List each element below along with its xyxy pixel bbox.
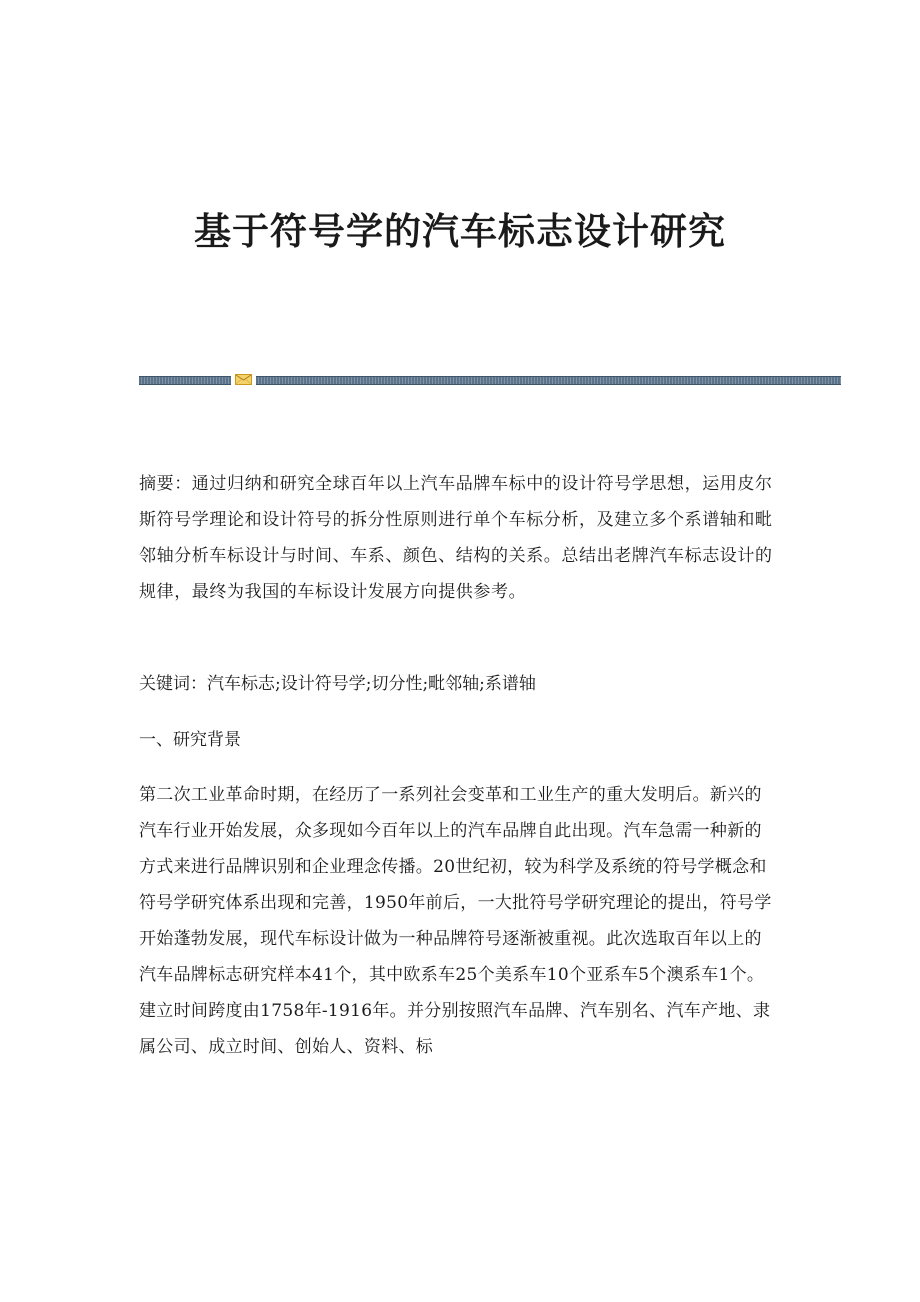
divider-bar-right <box>256 376 841 385</box>
abstract-paragraph: 摘要：通过归纳和研究全球百年以上汽车品牌车标中的设计符号学思想，运用皮尔斯符号学理论和设计符号的拆分性原则进行单个车标分析，及建立多个系谱轴和毗邻轴分析车标设计与时间、车系、颜色、结构的关系。总结出老牌汽车标志设计的规律，最终为我国的车标设计发展方向提供参考。 <box>139 474 773 602</box>
document-title: 基于符号学的汽车标志设计研究 <box>194 209 726 253</box>
section-paragraph: 第二次工业革命时期，在经历了一系列社会变革和工业生产的重大发明后。新兴的汽车行业开始发展，众多现如今百年以上的汽车品牌自此出现。汽车急需一种新的方式来进行品牌识别和企业理念传播。20世纪初，较为科学及系统的符号学概念和符号学研究体系出现和完善，1950年前后，一大批符号学研究理论的提出，符号学开始蓬勃发展，现代车标设计做为一种品牌符号逐渐被重视。此次选取百年以上的汽车品牌标志研究样本41个，其中欧系车25个美系车10个亚系车5个澳系车1个。建立时间跨度由1758年-1916年。并分别按照汽车品牌、汽车别名、汽车产地、隶属公司、成立时间、创始人、资料、标 <box>139 785 772 1057</box>
section-heading: 一、研究背景 <box>139 730 241 750</box>
divider-bar-left <box>139 376 231 385</box>
divider-emblem-icon <box>235 374 252 385</box>
decorative-divider <box>139 374 841 384</box>
keywords-line: 关键词：汽车标志;设计符号学;切分性;毗邻轴;系谱轴 <box>139 674 536 694</box>
